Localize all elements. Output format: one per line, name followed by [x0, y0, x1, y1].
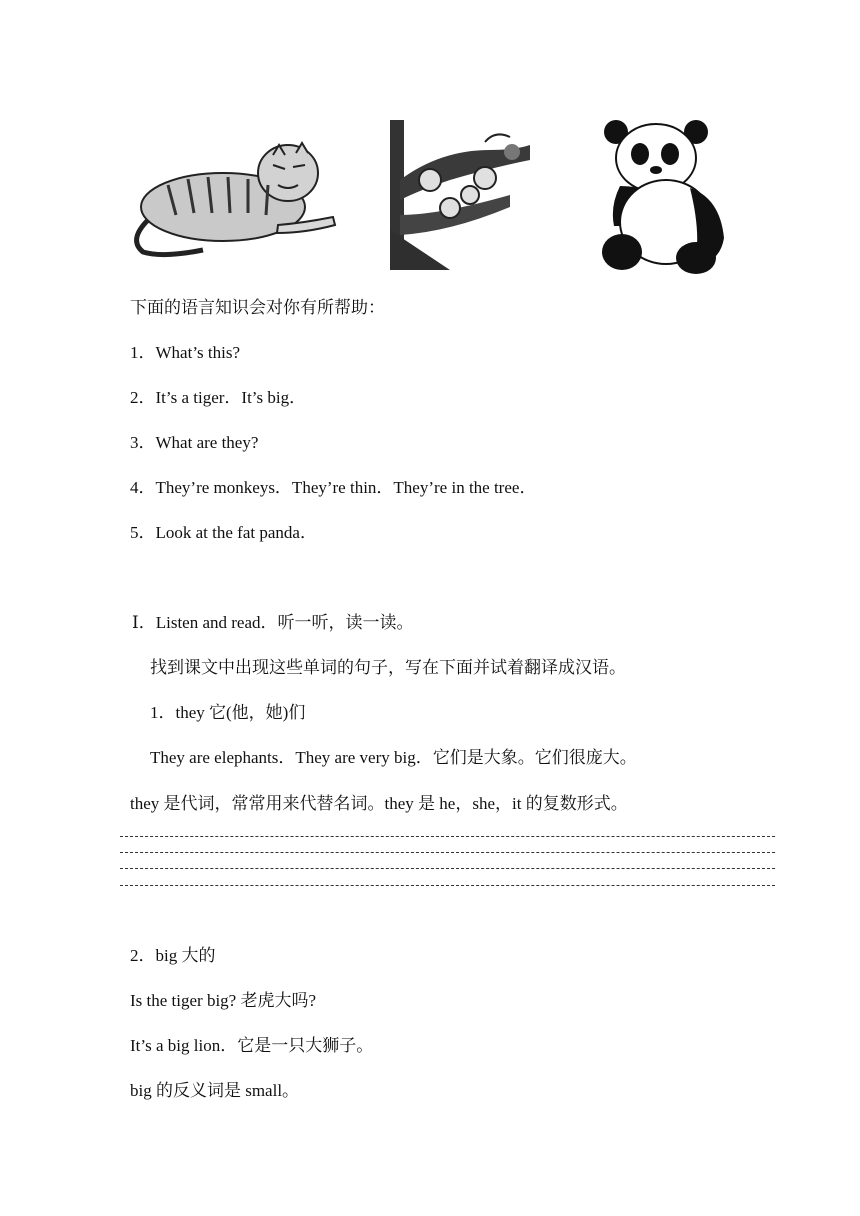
panda-image — [600, 118, 730, 276]
tiger-image — [128, 135, 340, 260]
intro-heading: 下面的语言知识会对你有所帮助： — [130, 298, 385, 317]
word2-heading: 2．big 大的 — [130, 946, 216, 965]
word1-heading: 1．they 它(他，她)们 — [150, 703, 306, 722]
intro-item-4: 4．They’re monkeys．They’re thin．They’re in the tree． — [130, 478, 537, 497]
writing-line-2[interactable] — [120, 852, 775, 853]
writing-line-1[interactable] — [120, 836, 775, 837]
monkeys-in-tree-image — [390, 120, 530, 270]
writing-line-4[interactable] — [120, 885, 775, 886]
word1-note: they 是代词，常常用来代替名词。they 是 he，she，it 的复数形式。 — [130, 794, 628, 813]
word2-example-1: Is the tiger big? 老虎大吗? — [130, 991, 317, 1010]
word1-example: They are elephants．They are very big．它们是大象。它们很庞大。 — [150, 748, 637, 767]
intro-item-3: 3．What are they? — [130, 433, 259, 452]
section-title: Ⅰ．Listen and read．听一听，读一读。 — [132, 613, 414, 632]
intro-item-2: 2．It’s a tiger．It’s big． — [130, 388, 307, 407]
word2-example-2: It’s a big lion．它是一只大狮子。 — [130, 1036, 374, 1055]
intro-item-5: 5．Look at the fat panda． — [130, 523, 317, 542]
intro-item-1: 1．What’s this? — [130, 343, 241, 362]
word2-note: big 的反义词是 small。 — [130, 1081, 300, 1100]
section-instruction: 找到课文中出现这些单词的句子，写在下面并试着翻译成汉语。 — [150, 658, 626, 677]
writing-line-3[interactable] — [120, 868, 775, 869]
